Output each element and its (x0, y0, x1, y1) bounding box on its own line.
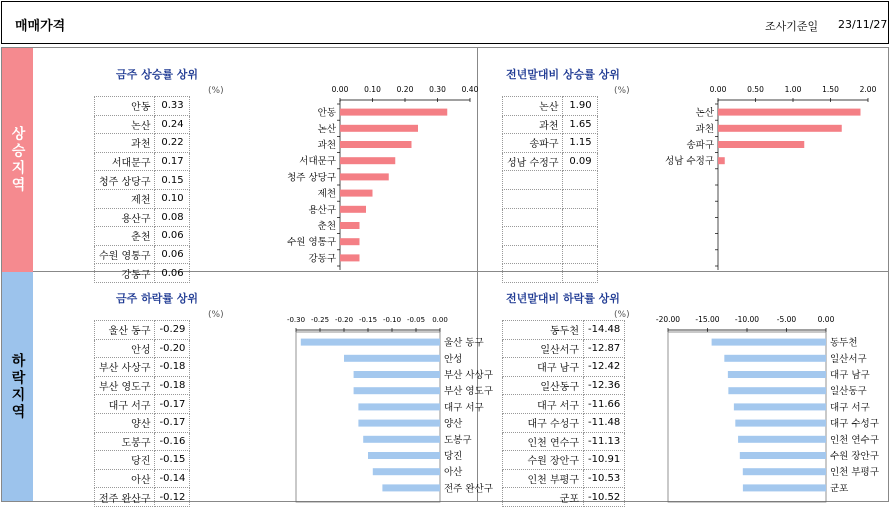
bar (712, 339, 826, 346)
region-name (503, 189, 563, 208)
change-value: -11.13 (584, 432, 625, 451)
unit-label: (%) (614, 310, 630, 320)
region-name: 대구 서구 (95, 395, 155, 414)
bar (340, 254, 360, 261)
table-row (503, 189, 598, 208)
ranking-table (502, 320, 625, 507)
region-name: 부산 사상구 (95, 358, 155, 377)
region-name: 안성 (95, 339, 155, 358)
change-value: -0.16 (155, 432, 190, 451)
change-value: 0.08 (155, 208, 190, 227)
table-row (503, 432, 625, 451)
region-name: 대구 남구 (503, 358, 584, 377)
tick-label: -0.05 (406, 316, 426, 324)
category-label: 전주 완산구 (444, 483, 493, 495)
region-name (503, 245, 563, 264)
region-name: 서대문구 (95, 152, 155, 171)
tick-label: 0.00 (817, 315, 835, 324)
tick-label: -0.15 (358, 316, 378, 324)
bar (718, 109, 861, 116)
bar (340, 141, 412, 148)
category-label: 대구 남구 (830, 370, 870, 381)
region-name: 울산 동구 (95, 321, 155, 340)
table-row (503, 321, 625, 340)
bar (724, 355, 826, 362)
bar (735, 420, 826, 427)
table-row (503, 469, 625, 488)
change-value: -0.18 (155, 376, 190, 395)
table-row (503, 171, 598, 190)
table-row (503, 152, 598, 171)
change-value: 0.33 (155, 97, 190, 116)
panel-weekly-up (34, 48, 479, 281)
tick-label: 1.50 (822, 85, 839, 94)
bar (358, 403, 440, 410)
bar (301, 339, 440, 346)
bar (340, 109, 447, 116)
region-name: 일산동구 (503, 376, 584, 395)
table-row (95, 395, 190, 414)
region-name: 아산 (95, 469, 155, 488)
region-name: 논산 (95, 115, 155, 134)
region-name: 안동 (95, 97, 155, 116)
region-name: 전주 완산구 (95, 488, 155, 507)
bar (368, 452, 440, 459)
change-value: 1.90 (563, 97, 598, 116)
panel-ytd-up (478, 48, 888, 271)
ranking-table (94, 96, 190, 283)
category-label: 대구 서구 (830, 402, 870, 414)
change-value (563, 227, 598, 246)
tick-label: -0.25 (310, 316, 330, 324)
change-value: 0.06 (155, 227, 190, 246)
table-row (95, 488, 190, 507)
category-label: 용산구 (308, 204, 336, 216)
category-label: 논산 (317, 123, 336, 135)
category-label: 수원 장안구 (830, 451, 879, 462)
tick-label: 0.00 (331, 85, 349, 94)
region-name: 부산 영도구 (95, 376, 155, 395)
table-row (503, 413, 625, 432)
bar (718, 125, 842, 132)
bar (373, 468, 440, 475)
main-area (1, 47, 889, 505)
change-value: 1.65 (563, 115, 598, 134)
bar (734, 403, 826, 410)
category-label: 일산서구 (830, 353, 867, 365)
table-row (95, 358, 190, 377)
table-row (503, 358, 625, 377)
tick-label: -0.20 (334, 316, 354, 324)
table-row (95, 152, 190, 171)
region-name: 당진 (95, 451, 155, 470)
tick-label: -20.00 (655, 315, 681, 324)
region-name: 제천 (95, 189, 155, 208)
table-row (503, 339, 625, 358)
category-label: 서대문구 (299, 156, 336, 168)
bar (738, 436, 826, 443)
category-label: 울산 동구 (444, 337, 484, 349)
bar-chart (648, 82, 884, 268)
bar (728, 387, 826, 394)
change-value: 0.06 (155, 245, 190, 264)
change-value: -12.36 (584, 376, 625, 395)
category-label: 도봉구 (444, 434, 472, 446)
change-value (563, 189, 598, 208)
table-row (503, 227, 598, 246)
table-row (95, 171, 190, 190)
category-label: 안성 (444, 353, 463, 365)
region-name (503, 208, 563, 227)
bar-chart (244, 312, 493, 498)
region-name: 논산 (503, 97, 563, 116)
unit-label: (%) (208, 86, 224, 96)
change-value: -10.52 (584, 488, 625, 507)
category-label: 대구 수성구 (830, 418, 879, 430)
tick-label: -0.10 (382, 316, 402, 324)
category-label: 송파구 (686, 140, 714, 151)
region-name: 수원 영통구 (95, 245, 155, 264)
ranking-table (502, 96, 598, 283)
panel-title: 금주 상승률 상위 (116, 68, 199, 81)
bar (354, 387, 440, 394)
table-row (95, 208, 190, 227)
change-value: 0.17 (155, 152, 190, 171)
region-name: 과천 (95, 134, 155, 153)
category-label: 아산 (444, 467, 463, 479)
change-value: 1.15 (563, 134, 598, 153)
falling-region-label: 하락지역 (2, 272, 33, 501)
table-row (95, 451, 190, 470)
category-label: 일산동구 (830, 386, 867, 398)
bar (718, 157, 725, 164)
change-value: -0.15 (155, 451, 190, 470)
tick-label: 1.00 (784, 85, 802, 94)
change-value: -0.14 (155, 469, 190, 488)
change-value: -14.48 (584, 321, 625, 340)
bar (743, 484, 826, 491)
change-value (563, 171, 598, 190)
tick-label: -5.00 (776, 315, 797, 324)
category-label: 대구 서구 (444, 402, 484, 414)
table-row (95, 115, 190, 134)
region-name: 대구 수성구 (503, 413, 584, 432)
table-row (503, 208, 598, 227)
change-value: 0.06 (155, 264, 190, 283)
change-value: 0.10 (155, 189, 190, 208)
region-name: 과천 (503, 115, 563, 134)
region-name: 강동구 (95, 264, 155, 283)
change-value: -10.53 (584, 469, 625, 488)
table-row (95, 339, 190, 358)
bar (382, 484, 440, 491)
change-value: -10.91 (584, 451, 625, 470)
table-row (503, 488, 625, 507)
change-value: -11.48 (584, 413, 625, 432)
region-name: 송파구 (503, 134, 563, 153)
tick-label: 0.00 (709, 85, 727, 94)
region-name: 춘천 (95, 227, 155, 246)
table-row (503, 451, 625, 470)
unit-label: (%) (614, 86, 630, 96)
change-value: -0.17 (155, 413, 190, 432)
table-row (95, 469, 190, 488)
region-name: 동두천 (503, 321, 584, 340)
region-name: 성남 수정구 (503, 152, 563, 171)
category-label: 인천 부평구 (830, 467, 879, 479)
tick-label: 0.20 (396, 85, 414, 94)
table-row (503, 115, 598, 134)
table-row (95, 134, 190, 153)
tick-label: 0.50 (747, 85, 764, 94)
page-title: 매매가격 (15, 19, 66, 34)
panel-ytd-down (478, 272, 888, 505)
bar (740, 452, 826, 459)
tick-label: 0.40 (461, 85, 479, 94)
change-value (563, 245, 598, 264)
table-row (95, 321, 190, 340)
table-row (503, 376, 625, 395)
category-label: 논산 (695, 107, 714, 119)
table-row (95, 245, 190, 264)
tick-label: 0.10 (364, 85, 381, 94)
region-name (503, 227, 563, 246)
bar (340, 157, 395, 164)
bar (340, 222, 360, 229)
region-name: 군포 (503, 488, 584, 507)
category-label: 부산 영도구 (444, 386, 493, 398)
region-name: 인천 부평구 (503, 469, 584, 488)
region-name: 양산 (95, 413, 155, 432)
category-label: 강동구 (308, 253, 336, 265)
bar (340, 173, 389, 180)
region-name: 용산구 (95, 208, 155, 227)
bar (358, 420, 440, 427)
table-row (95, 97, 190, 116)
rising-region-label: 상승지역 (2, 48, 33, 272)
category-label: 당진 (444, 451, 463, 462)
change-value: -12.42 (584, 358, 625, 377)
change-value (563, 208, 598, 227)
bar (728, 371, 826, 378)
change-value: 0.22 (155, 134, 190, 153)
bar (718, 141, 804, 148)
bar (340, 238, 360, 245)
category-label: 인천 연수구 (830, 434, 879, 446)
table-row (95, 413, 190, 432)
tick-label: -10.00 (734, 315, 760, 324)
category-label: 과천 (317, 140, 336, 151)
bar (743, 468, 826, 475)
tick-label: -0.30 (286, 316, 306, 324)
category-label: 수원 영통구 (287, 237, 336, 249)
category-label: 성남 수정구 (665, 156, 714, 168)
panel-title: 전년말대비 상승률 상위 (506, 68, 620, 81)
change-value: -11.66 (584, 395, 625, 414)
bar (354, 371, 440, 378)
change-value: 0.24 (155, 115, 190, 134)
category-label: 제천 (317, 188, 336, 200)
survey-date-label: 조사기준일 (765, 20, 819, 33)
category-label: 춘천 (317, 221, 336, 232)
tick-label: 0.00 (432, 316, 448, 324)
region-name (503, 171, 563, 190)
change-value: 0.15 (155, 171, 190, 190)
tick-label: 0.30 (429, 85, 446, 94)
category-label: 청주 상당구 (287, 172, 336, 184)
survey-date-value: 23/11/27 (838, 18, 888, 31)
unit-label: (%) (208, 310, 224, 320)
bar-chart (244, 82, 479, 268)
category-label: 과천 (695, 123, 714, 135)
table-row (95, 376, 190, 395)
table-row (95, 227, 190, 246)
region-name: 대구 서구 (503, 395, 584, 414)
panel-title: 금주 하락률 상위 (116, 292, 199, 305)
table-row (95, 432, 190, 451)
change-value: 0.09 (563, 152, 598, 171)
bar-chart (648, 312, 884, 498)
region-name: 수원 장안구 (503, 451, 584, 470)
category-label: 군포 (830, 483, 849, 495)
category-label: 동두천 (830, 337, 858, 349)
region-name: 도봉구 (95, 432, 155, 451)
panel-weekly-down (34, 272, 493, 505)
bar (363, 436, 440, 443)
tick-label: -15.00 (695, 315, 720, 324)
bar (340, 206, 366, 213)
bar (344, 355, 440, 362)
bar (340, 125, 418, 132)
change-value: -0.29 (155, 321, 190, 340)
region-name: 일산서구 (503, 339, 584, 358)
ranking-table (94, 320, 190, 507)
tick-label: 2.00 (859, 85, 877, 94)
region-name: 청주 상당구 (95, 171, 155, 190)
header-bar (1, 1, 889, 44)
category-label: 양산 (444, 418, 463, 430)
change-value: -0.18 (155, 358, 190, 377)
category-label: 안동 (317, 107, 336, 119)
table-row (95, 189, 190, 208)
table-row (503, 97, 598, 116)
change-value: -12.87 (584, 339, 625, 358)
table-row (503, 395, 625, 414)
change-value: -0.12 (155, 488, 190, 507)
category-label: 부산 사상구 (444, 370, 493, 381)
bar (340, 190, 373, 197)
change-value: -0.17 (155, 395, 190, 414)
change-value: -0.20 (155, 339, 190, 358)
region-name: 인천 연수구 (503, 432, 584, 451)
table-row (503, 134, 598, 153)
panel-title: 전년말대비 하락률 상위 (506, 292, 620, 305)
table-row (503, 245, 598, 264)
